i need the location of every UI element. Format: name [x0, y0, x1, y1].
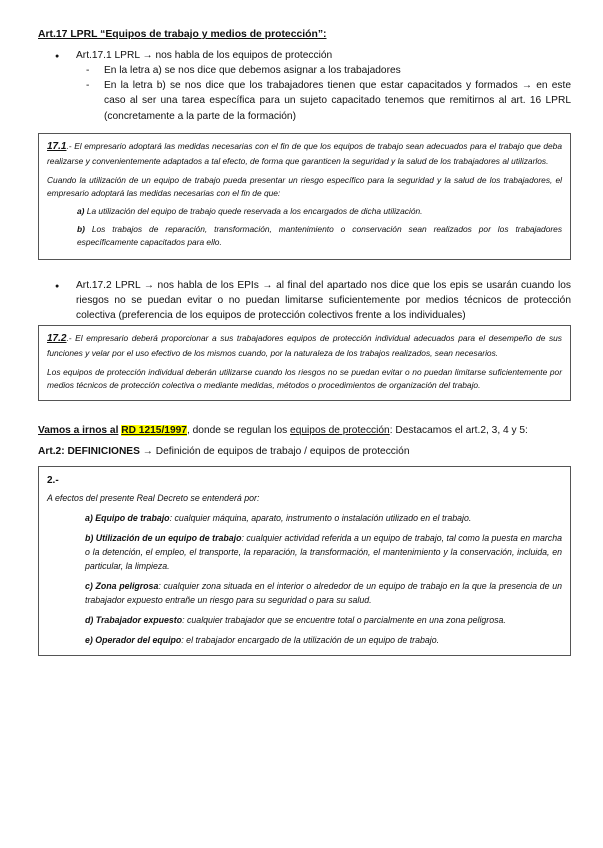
article-number: 17.1: [47, 141, 67, 152]
definition-text: : cualquier máquina, aparato, instrumento o instalación utilizado en el trabajo.: [169, 512, 472, 523]
article-number: 2.-: [47, 474, 59, 486]
art-17-1-list: [38, 48, 571, 63]
quote-lead: .- El empresario deberá proporcionar a sus trabajadores equipos de protección individual adecuados para el desempeño de sus funciones y velar por el uso efectivo de los mismos cuando, por la naturaleza de los trabajos realizados, sean necesarios.: [47, 333, 562, 358]
quote-box-art-2: [38, 466, 571, 657]
definition-text: : cualquier zona situada en el interior o alrededor de un equipo de trabajo en la que la presencia de un trabajador expuesto entrañe un riesgo para su seguridad o para su salud.: [85, 580, 562, 605]
quote-paragraph: Los equipos de protección individual deberán utilizarse cuando los riesgos no se puedan evitar o no puedan limitarse suficientemente por medios técnicos de protección colectiva o mediante medidas, métodos o procedimientos de organización del trabajo.: [47, 367, 562, 391]
rd-lead: Vamos a irnos al: [38, 425, 119, 437]
definition-term: c) Zona peligrosa: [85, 580, 159, 591]
bullet-art-17-1: ● Art.17.1 LPRL → nos habla de los equipos de protección: [38, 48, 571, 63]
dash-item-letra-a: - En la letra a) se nos dice que debemos asignar a los trabajadores: [38, 63, 571, 78]
definition-term: e) Operador del equipo: [85, 635, 182, 646]
quote-paragraph: Cuando la utilización de un equipo de trabajo pueda presentar un riesgo específico para la seguridad y la salud de los trabajadores, el empresario adoptará las medidas necesarias con el fin de que:: [47, 174, 562, 198]
definition-item: [85, 511, 562, 525]
rd-tail: : Destacamos el art.2, 3, 4 y 5:: [389, 425, 528, 437]
subitem-label: b): [77, 223, 85, 234]
definitions-intro: A efectos del presente Real Decreto se entenderá por:: [47, 492, 260, 503]
quote-subitem-a: [77, 205, 562, 218]
definition-item: [85, 613, 562, 627]
section-title: Art.17 LPRL “Equipos de trabajo y medios de protección”:: [38, 29, 327, 40]
rd-highlight: RD 1215/1997: [121, 425, 187, 437]
art2-text: Definición de equipos de trabajo / equipos de protección: [152, 446, 410, 458]
definition-item: [85, 579, 562, 607]
definition-term: a) Equipo de trabajo: [85, 512, 170, 523]
article-number: 17.2: [47, 333, 67, 345]
art-17-2-list: [38, 278, 571, 324]
rd-reference-line: [38, 423, 571, 438]
rd-equipos-link: equipos de protección: [290, 425, 390, 437]
definition-text: : el trabajador encargado de la utilización de un equipo de trabajo.: [181, 635, 440, 646]
definition-term: b) Utilización de un equipo de trabajo: [85, 532, 242, 543]
subitem-text: Los trabajos de reparación, transformación, mantenimiento o conservación sean realizados por los trabajadores específicamente capacitados para ello.: [77, 223, 563, 247]
rd-mid: , donde se regulan los: [186, 425, 288, 437]
definition-item: [85, 531, 562, 573]
definition-term: d) Trabajador expuesto: [85, 615, 183, 626]
art2-heading-line: [38, 444, 571, 459]
dash-item-letra-b: - En la letra b) se nos dice que los trabajadores tienen que estar capacitados y formados → en este caso al ser una tarea específica para un sujeto capacitado tenemos que remitirnos al art. 16 LPRL (concretamente a la parte de la formación): [38, 78, 571, 124]
bullet-art-17-2: ● Art.17.2 LPRL → nos habla de los EPIs → al final del apartado nos dice que los epis se usarán cuando los riesgos no se puedan evitar o no puedan limitarse suficientemente por medios técnicos de protección colectiva (preferencia de los equipos de protección colectivos frente a los individuales): [38, 278, 571, 324]
arrow-right-icon: →: [142, 446, 153, 458]
quote-subitem-b: [77, 223, 562, 249]
definition-text: : cualquier actividad referida a un equipo de trabajo, tal como la puesta en marcha o la detención, el empleo, el transporte, la reparación, la transformación, el mantenimiento y la conservación, incluida, en particular, la limpieza.: [85, 532, 562, 571]
document-page: [38, 28, 571, 666]
art2-label: Art.2: [38, 446, 62, 458]
quote-box-art-17-1: [38, 133, 571, 260]
definition-item: [85, 633, 562, 647]
subitem-text: La utilización del equipo de trabajo quede reservada a los encargados de dicha utilización.: [86, 205, 423, 216]
subitem-label: a): [77, 205, 85, 216]
quote-box-art-17-2: [38, 325, 571, 401]
art2-defs: : DEFINICIONES: [61, 446, 140, 458]
definition-text: : cualquier trabajador que se encuentre total o parcialmente en una zona peligrosa.: [182, 615, 506, 626]
quote-lead: .- El empresario adoptará las medidas necesarias con el fin de que los equipos de trabajo sean adecuados para el trabajo que deba realizarse y convenientemente adaptados a tal efecto, de forma que garanticen la seguridad y la salud de los trabajadores al utilizarlos.: [47, 141, 562, 166]
